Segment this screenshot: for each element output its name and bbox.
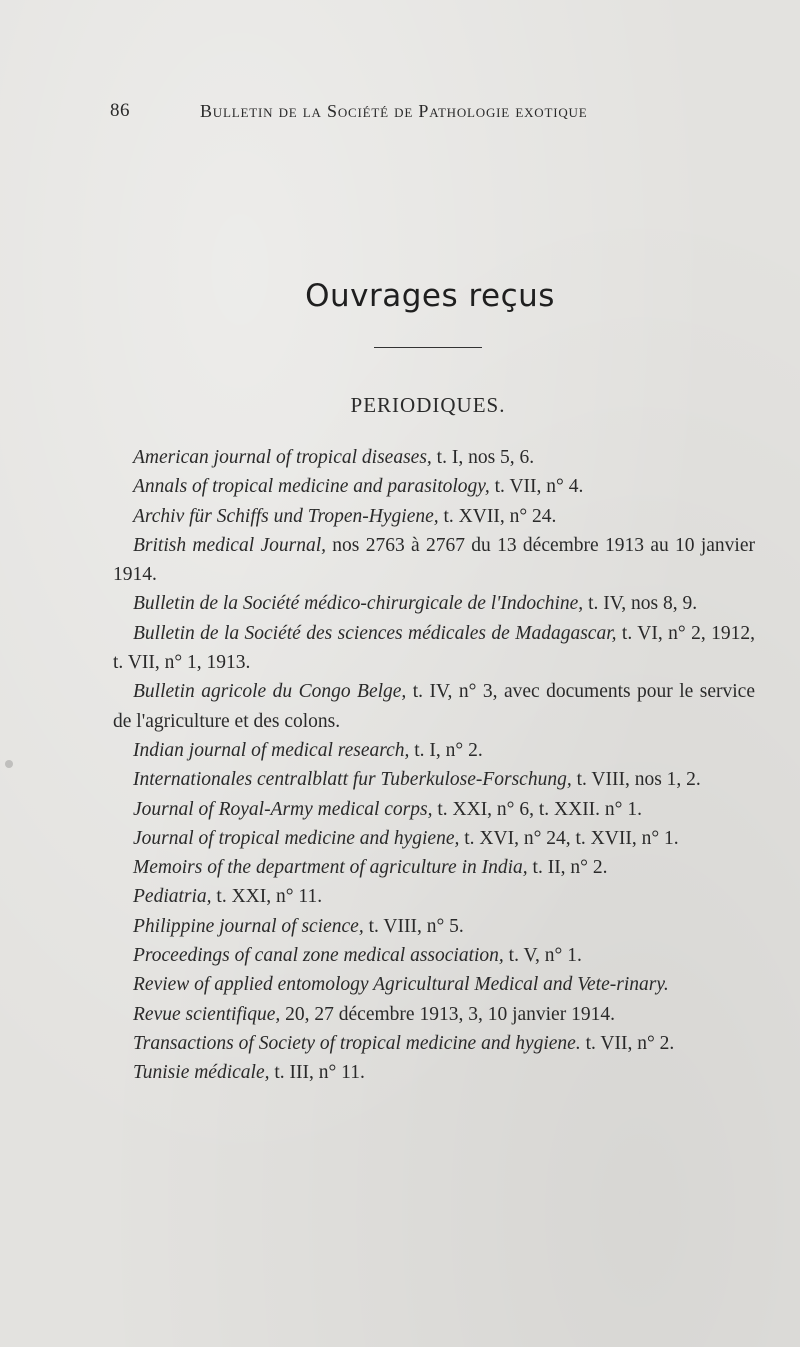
periodical-title: Journal of Royal-Army medical corps, (133, 798, 433, 820)
periodical-title: Review of applied entomology Agricultural Medical and Vete-rinary. (133, 974, 669, 996)
list-item (113, 502, 755, 531)
periodical-title: American journal of tropical diseases, (133, 447, 432, 468)
periodical-details: t. I, n° 2. (409, 739, 483, 761)
periodical-title: Internationales centralblatt fur Tuberkulose-Forschung, (133, 769, 572, 791)
periodical-details: t. II, n° 2. (527, 857, 608, 879)
subsection-title: PERIODIQUES. (350, 393, 506, 417)
periodical-details: t. XXI, n° 6, t. XXII. n° 1. (432, 798, 642, 820)
periodical-title: Revue scientifique, (133, 1003, 281, 1025)
running-head (110, 100, 670, 126)
periodical-details: t. VIII, nos 1, 2. (571, 769, 701, 791)
periodical-title: Bulletin agricole du Congo Belge, (133, 681, 407, 703)
periodical-details: t. III, n° 11. (269, 1062, 365, 1084)
list-item (113, 1000, 755, 1029)
periodical-title: British medical Journal, (133, 534, 326, 556)
section-title: Ouvrages reçus (305, 278, 555, 314)
list-item (113, 443, 755, 472)
periodical-details: t. VI, n° 2, 1912, t. VII, n° 1, 1913. (113, 622, 755, 674)
periodical-title: Journal of tropical medicine and hygiene, (133, 827, 460, 849)
journal-title: Bulletin de la Société de Pathologie exotique (200, 101, 588, 121)
periodical-details: t. XXI, n° 11. (211, 886, 323, 908)
list-item (113, 882, 755, 911)
list-item (113, 736, 755, 765)
periodical-details: t. XVI, n° 24, t. XVII, n° 1. (459, 827, 679, 849)
list-item (113, 677, 755, 736)
periodicals-list (113, 443, 755, 1088)
periodical-title: Bulletin de la Société des sciences médicales de Madagascar, (133, 622, 617, 644)
list-item (113, 1029, 755, 1058)
list-item (113, 853, 755, 882)
list-item (113, 619, 755, 678)
list-item (113, 472, 755, 501)
periodical-details: 20, 27 décembre 1913, 3, 10 janvier 1914. (280, 1003, 615, 1025)
list-item (113, 824, 755, 853)
periodical-details: t. I, nos 5, 6. (431, 447, 535, 468)
page-number: 86 (110, 100, 130, 121)
periodical-title: Memoirs of the department of agriculture in India, (133, 857, 528, 879)
periodical-details: t. VIII, n° 5. (363, 915, 464, 937)
periodical-details: t. VII, n° 4. (489, 476, 584, 498)
periodical-details: t. XVII, n° 24. (438, 505, 557, 527)
list-item (113, 912, 755, 941)
paper-stain (5, 760, 13, 768)
list-item (113, 1058, 755, 1087)
periodical-details: t. VII, n° 2. (580, 1032, 675, 1054)
list-item (113, 531, 755, 590)
periodical-details: nos 2763 à 2767 du 13 décembre 1913 au 10 janvier 1914. (113, 534, 755, 586)
list-item (113, 589, 755, 618)
periodical-title: Transactions of Society of tropical medicine and hygiene. (133, 1032, 581, 1054)
periodical-details: t. IV, nos 8, 9. (583, 593, 698, 615)
periodical-title: Archiv für Schiffs und Tropen-Hygiene, (133, 505, 439, 527)
periodical-details: t. IV, n° 3, avec documents pour le service de l'agriculture et des colons. (113, 681, 755, 732)
periodical-title: Tunisie médicale, (133, 1062, 270, 1084)
section-divider (374, 347, 482, 348)
list-item (113, 765, 755, 794)
periodical-title: Annals of tropical medicine and parasitology, (133, 476, 490, 498)
periodical-title: Indian journal of medical research, (133, 739, 410, 761)
periodical-title: Proceedings of canal zone medical association, (133, 945, 504, 967)
periodical-title: Philippine journal of science, (133, 915, 364, 937)
periodical-title: Bulletin de la Société médico-chirurgicale de l'Indochine, (133, 593, 584, 615)
periodical-title: Pediatria, (133, 886, 212, 908)
list-item (113, 795, 755, 824)
periodical-details: t. V, n° 1. (503, 945, 582, 967)
list-item (113, 941, 755, 970)
list-item (113, 970, 755, 999)
